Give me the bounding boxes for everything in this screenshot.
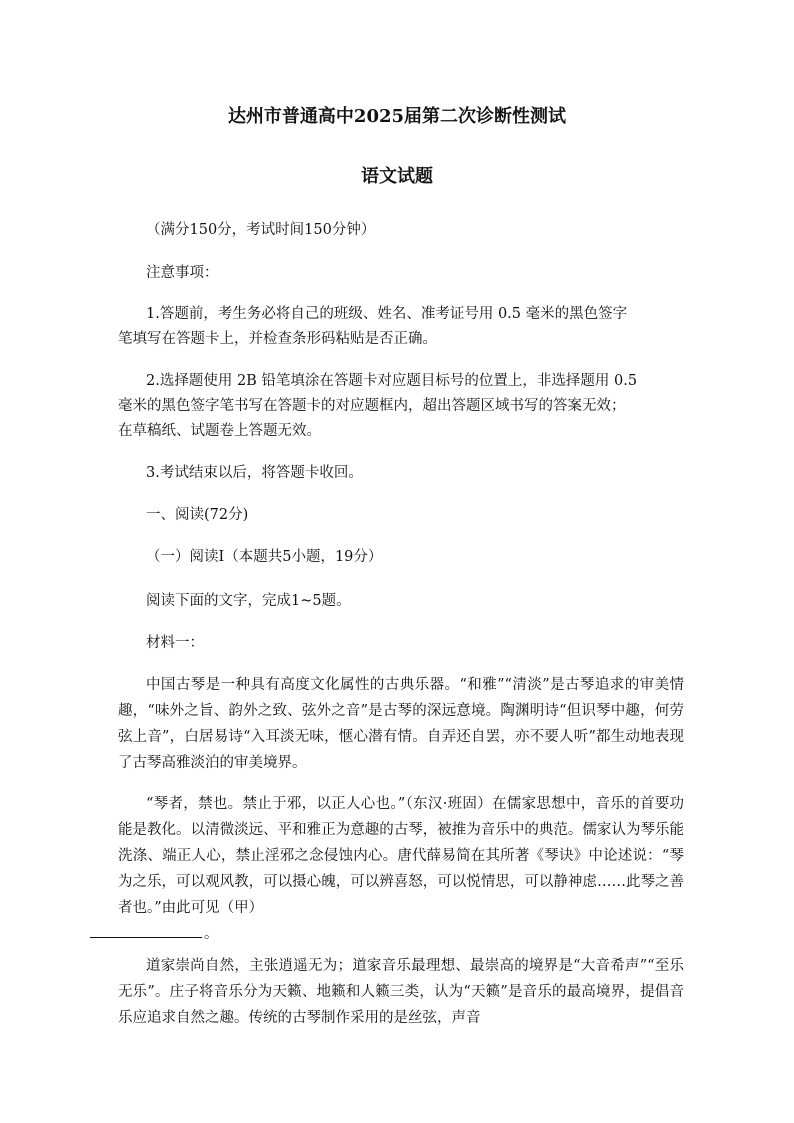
exam-subject-title: 语文试题 xyxy=(361,166,433,187)
material-paragraph-2 xyxy=(118,791,684,947)
note-item-2-line-1: 2.选择题使用 2B 铅笔填涂在答题卡对应题目标号的位置上，非选择题用 0.5 xyxy=(146,373,638,389)
note-item-1-line-1: 1.答题前，考生务必将自己的班级、姓名、准考证号用 0.5 毫米的黑色签字 xyxy=(146,306,628,322)
material-label: 材料一： xyxy=(146,635,204,651)
exam-info: （满分150分，考试时间150分钟） xyxy=(146,222,376,238)
section-heading: 一、阅读(72分) xyxy=(146,507,249,523)
note-item-1-line-2: 笔填写在答题卡上，并检查条形码粘贴是否正确。 xyxy=(118,331,437,347)
reading-instruction: 阅读下面的文字，完成1~5题。 xyxy=(146,593,351,609)
material-paragraph-2-end: 。 xyxy=(204,926,219,942)
material-paragraph-3: 道家崇尚自然，主张逍遥无为；道家音乐最理想、最崇高的境界是“大音希声”“至乐无乐”。庄子将音乐分为天籁、地籁和人籁三类，认为“天籁”是音乐的最高境界，提倡音乐应追求自然之趣。传统的古琴制作采用的是丝弦，声音 xyxy=(118,958,684,1026)
note-item-2-line-2: 毫米的黑色签字笔书写在答题卡的对应题框内，超出答题区域书写的答案无效； xyxy=(118,398,626,414)
note-item-2-line-3: 在草稿纸、试题卷上答题无效。 xyxy=(118,423,321,439)
note-item-3: 3.考试结束以后，将答题卡收回。 xyxy=(146,465,363,481)
notes-heading: 注意事项： xyxy=(146,265,219,281)
answer-blank-jia xyxy=(90,923,202,938)
exam-title: 达州市普通高中2025届第二次诊断性测试 xyxy=(227,106,567,127)
material-paragraph-2-text: “琴者，禁也。禁止于邪，以正人心也。”（东汉·班固）在儒家思想中，音乐的首要功能是教化。以清微淡远、平和雅正为意趣的古琴，被推为音乐中的典范。儒家认为琴乐能洗涤、端正人心，禁止淫邪之念侵蚀内心。唐代薛易简在其所著《琴诀》中论述说：“琴为之乐，可以观风教，可以摄心魄，可以辨喜怒，可以悦情思，可以静神虑……此琴之善者也。”由此可见（甲） xyxy=(118,796,684,916)
section-sub-heading: （一）阅读Ⅰ（本题共5小题，19分） xyxy=(146,549,383,565)
material-paragraph-1: 中国古琴是一种具有高度文化属性的古典乐器。“和雅”“清淡”是古琴追求的审美情趣，“味外之旨、韵外之致、弦外之音”是古琴的深远意境。陶渊明诗“但识琴中趣，何劳弦上音”，白居易诗“入耳淡无味，惬心潜有情。自弄还自罢，亦不要人听”都生动地表现了古琴高雅淡泊的审美境界。 xyxy=(118,677,684,771)
